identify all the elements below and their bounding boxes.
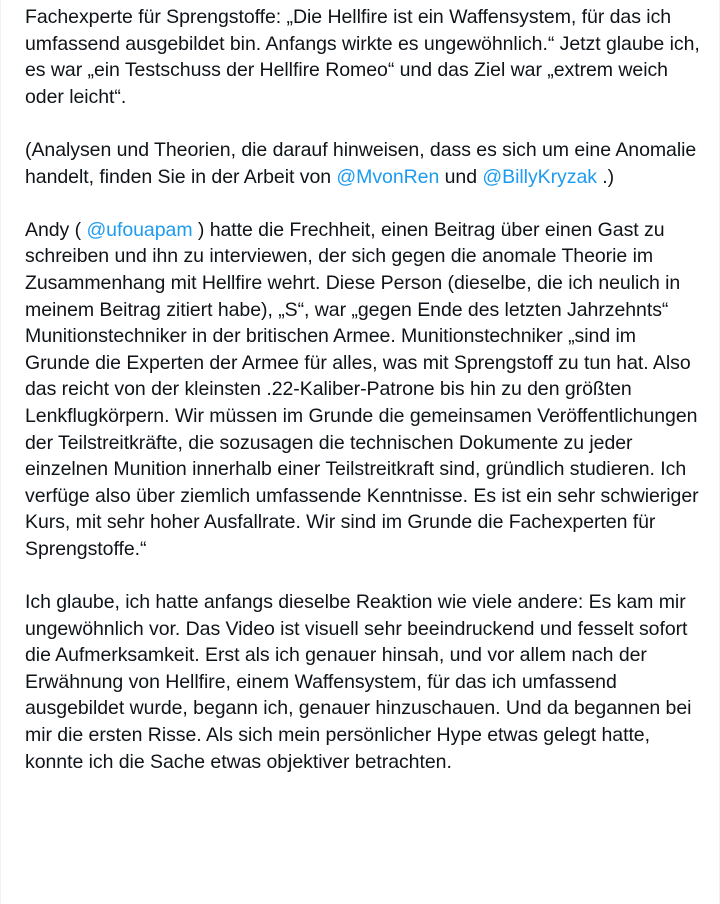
tweet-paragraph-3: [25, 217, 704, 563]
paragraph-text: Ich glaube, ich hatte anfangs dieselbe Reaktion wie viele andere: Es kam mir ungewöhnlich vor. Das Video ist visuell sehr beeindruckend und fesselt sofort die Aufmerksamkeit. Erst als ich genauer hinsah, und vor allem nach der Erwähnung von Hellfire, einem Waffensystem, für das ich umfassend ausgebildet wurde, begann ich, genauer hinzuschauen. Und da begannen bei mir die ersten Risse. Als sich mein persönlicher Hype etwas gelegt hatte, konnte ich die Sache etwas objektiver betrachten.: [25, 591, 692, 773]
mention-link-billykryzak[interactable]: @BillyKryzak: [482, 165, 597, 188]
paragraph-text: und: [439, 165, 483, 188]
tweet-paragraph-1: [25, 4, 704, 110]
tweet-paragraph-4: [25, 589, 704, 775]
paragraph-text: (Analysen und Theorien, die darauf hinweisen, dass es sich um eine Anomalie handelt, finden Sie in der Arbeit von: [25, 138, 697, 188]
paragraph-text: .): [596, 165, 615, 188]
mention-link-ufouapam[interactable]: @ufouapam: [86, 218, 193, 241]
mention-link-mvonren[interactable]: @MvonRen: [336, 165, 440, 188]
paragraph-text: ) hatte die Frechheit, einen Beitrag über einen Gast zu schreiben und ihn zu interviewen, der sich gegen die anomale Theorie im Zusammenhang mit Hellfire wehrt. Diese Person (dieselbe, die ich neulich in meinem Beitrag zitiert habe), „S“, war „gegen Ende des letzten Jahrzehnts“ Munitionstechniker in der britischen Armee. Munitionstechniker „sind im Grunde die Experten der Armee für alles, was mit Sprengstoff zu tun hat. Also das reicht von der kleinsten .22-Kaliber-Patrone bis hin zu den größten Lenkflugkörpern. Wir müssen im Grunde die gemeinsamen Veröffentlichungen der Teilstreitkräfte, die sozusagen die technischen Dokumente zu jeder einzelnen Munition innerhalb einer Teilstreitkraft sind, gründlich studieren. Ich verfüge also über ziemlich umfassende Kenntnisse. Es ist ein sehr schwieriger Kurs, mit sehr hoher Ausfallrate. Wir sind im Grunde die Fachexperten für Sprengstoffe.“: [25, 218, 699, 560]
paragraph-text: Fachexperte für Sprengstoffe: „Die Hellfire ist ein Waffensystem, für das ich umfassend ausgebildet bin. Anfangs wirkte es ungewöhnlich.“ Jetzt glaube ich, es war „ein Testschuss der Hellfire Romeo“ und das Ziel war „extrem weich oder leicht“.: [25, 6, 700, 108]
paragraph-text: Andy (: [25, 218, 87, 241]
tweet-paragraph-2: [25, 137, 704, 190]
